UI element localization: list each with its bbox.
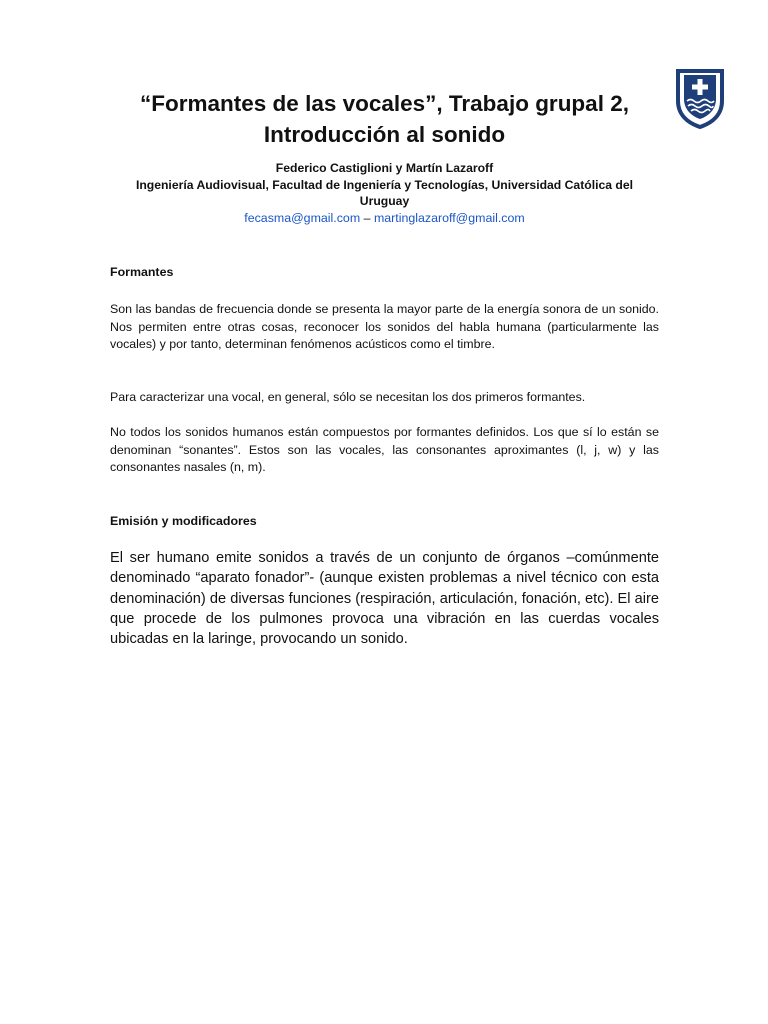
- paragraph-formantes-vocal: Para caracterizar una vocal, en general, sólo se necesitan los dos primeros formantes.: [110, 390, 586, 404]
- paragraph-formantes-definition: Son las bandas de frecuencia donde se presenta la mayor parte de la energía sonora de un sonido. Nos permiten entre otras cosas, reconocer los sonidos del habla humana (particularmente las vocales) y por tanto, determinan fenómenos acústicos como el timbre.: [110, 302, 659, 352]
- document-title: “Formantes de las vocales”, Trabajo grupal 2, Introducción al sonido: [140, 91, 629, 147]
- email-line: [112, 210, 657, 227]
- section-heading-formantes: Formantes: [110, 265, 174, 279]
- affiliation: Ingeniería Audiovisual, Facultad de Ingeniería y Tecnologías, Universidad Católica del Uruguay: [135, 178, 634, 208]
- paragraph-formantes-sonantes: No todos los sonidos humanos están compuestos por formantes definidos. Los que sí lo están se denominan “sonantes”. Estos son las vocales, las consonantes aproximantes (l, j, w) y las consonantes nasales (n, m).: [110, 425, 659, 475]
- email-link-lazaroff[interactable]: martinglazaroff@gmail.com: [373, 211, 525, 225]
- authors: Federico Castiglioni y Martín Lazaroff: [275, 161, 494, 175]
- paragraph-emision: El ser humano emite sonidos a través de un conjunto de órganos –comúnmente denominado “aparato fonador”- (aunque existen problemas a nivel técnico con esta denominación) de diversas funciones (respiración, articulación, fonación, etc). El aire que procede de los pulmones provoca una vibración en las cuerdas vocales ubicadas en la laringe, provocando un sonido.: [110, 550, 659, 648]
- email-link-castiglioni[interactable]: fecasma@gmail.com: [244, 211, 361, 225]
- email-separator: –: [360, 211, 374, 225]
- university-seal-icon: [670, 65, 730, 130]
- section-heading-emision: Emisión y modificadores: [110, 514, 257, 528]
